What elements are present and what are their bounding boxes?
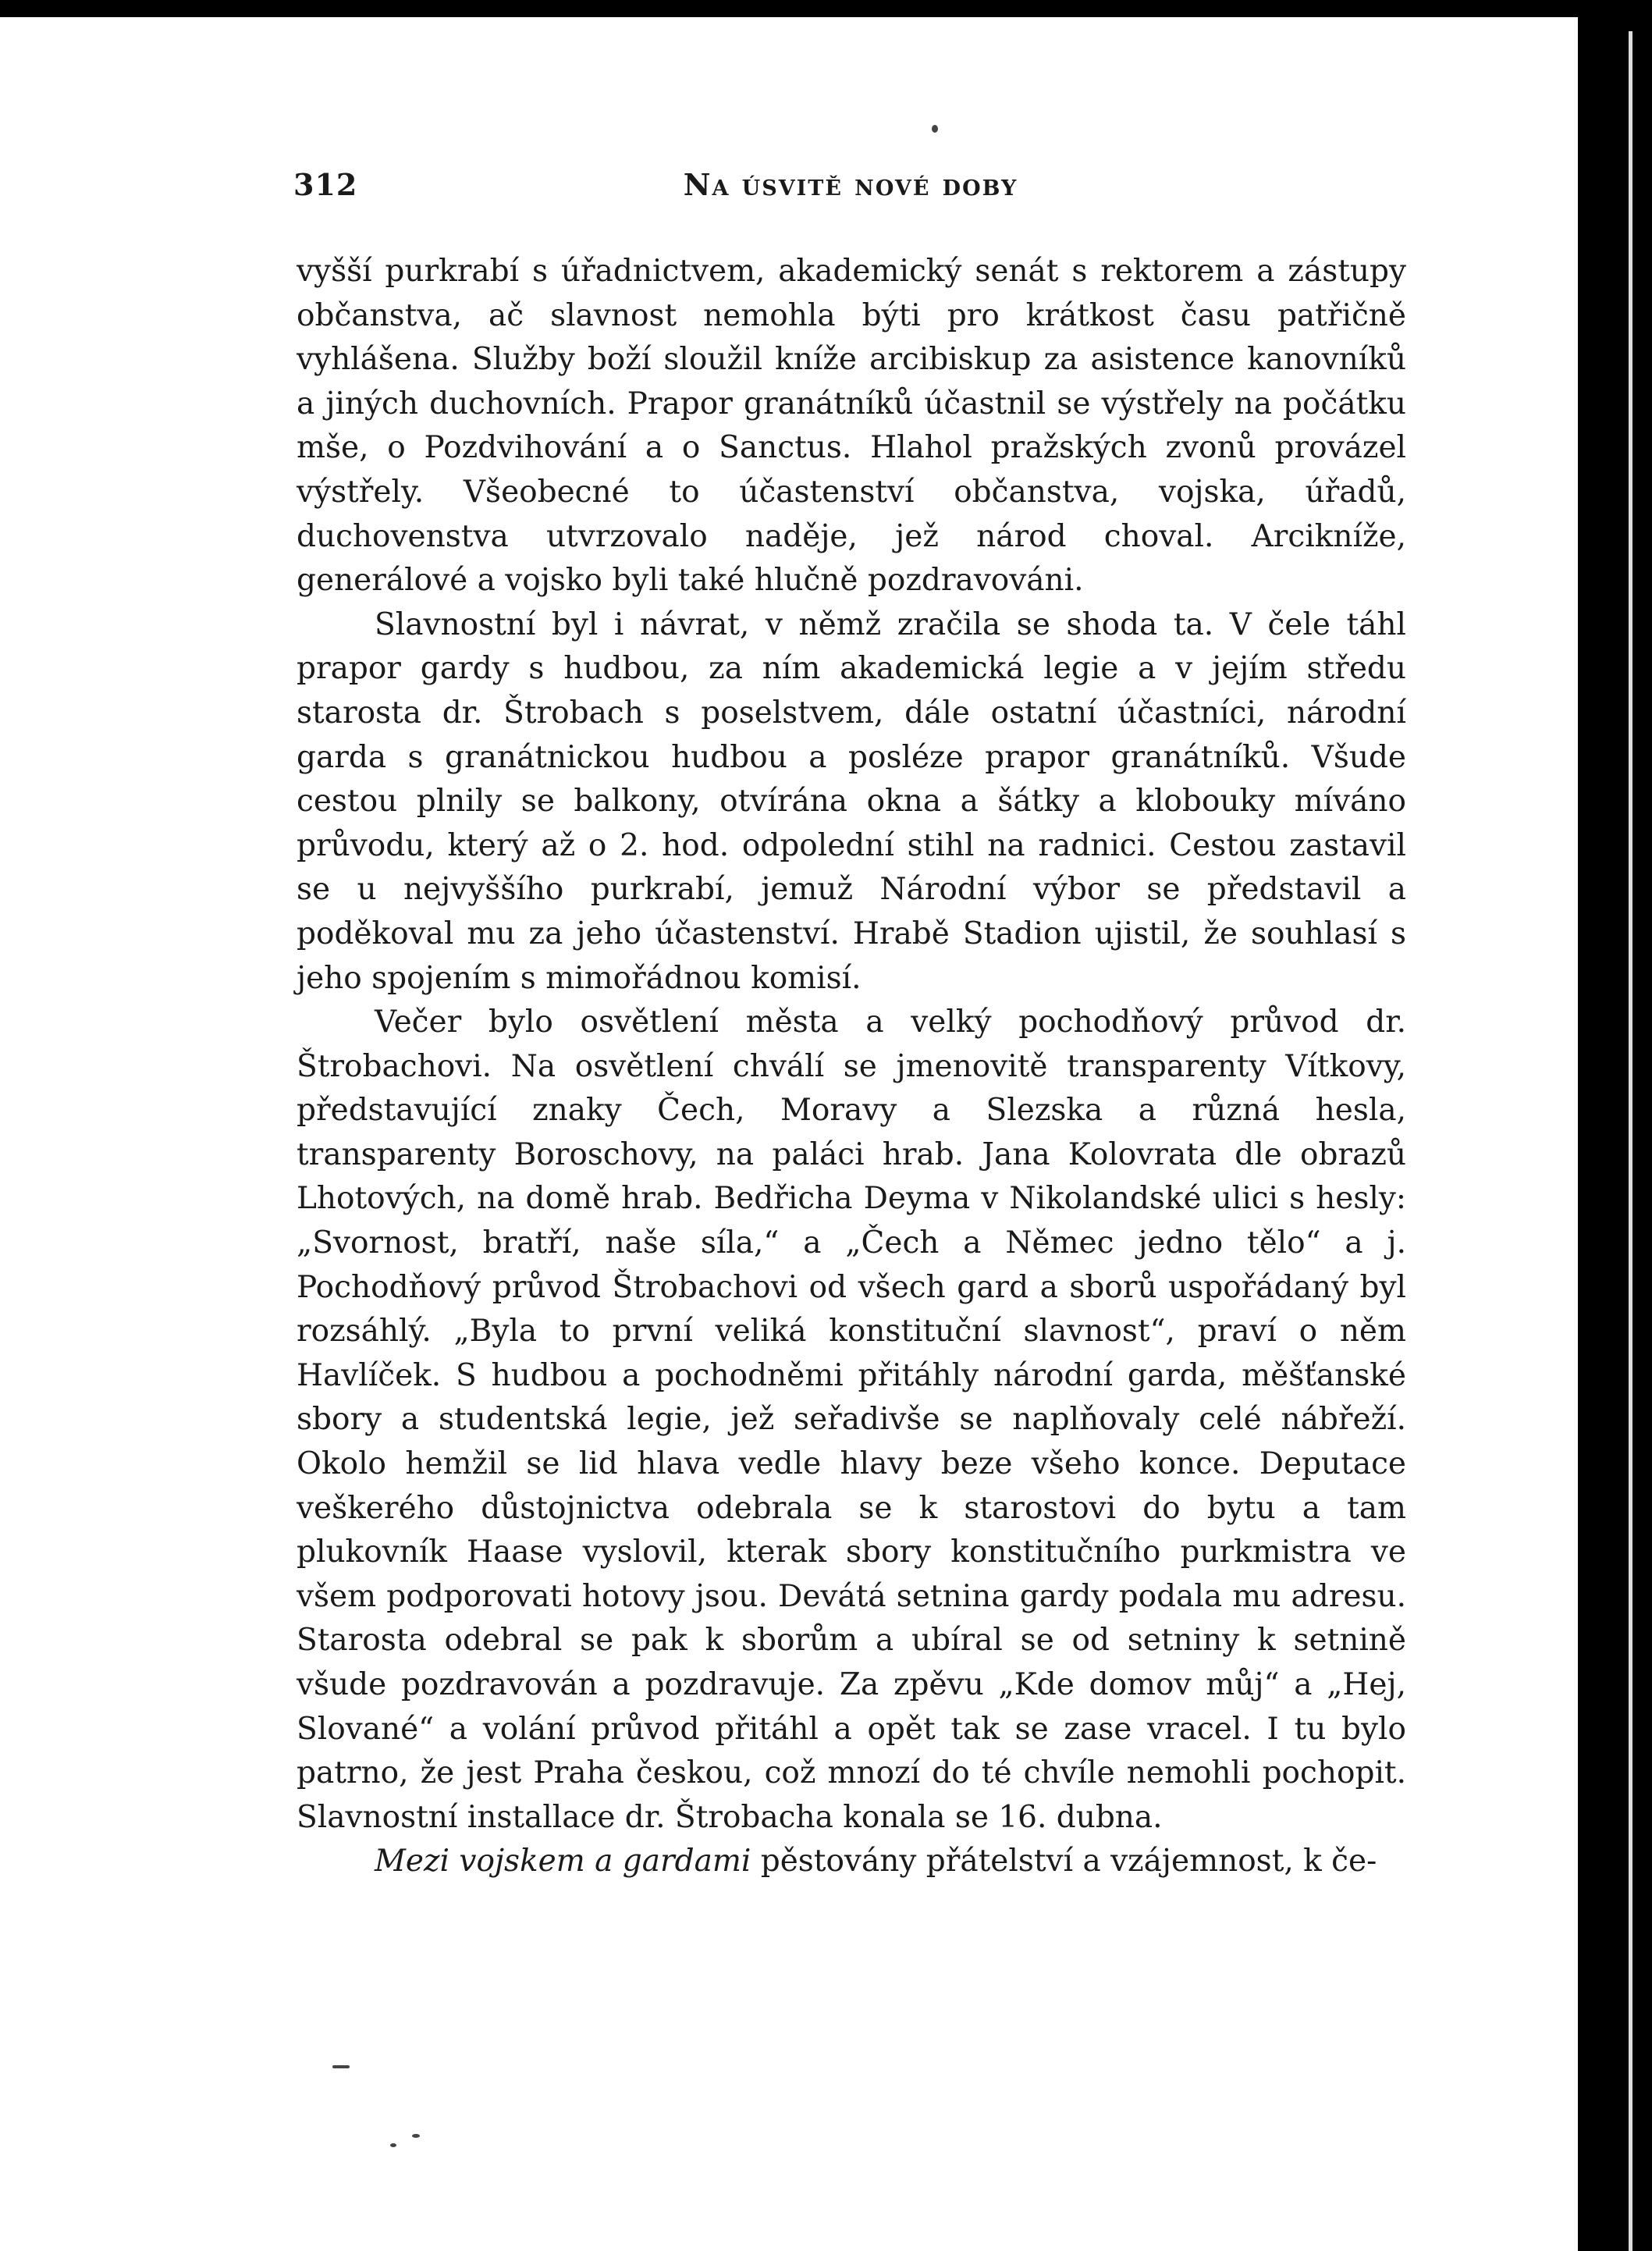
page-number: 312	[293, 167, 358, 202]
scan-speck	[932, 125, 938, 133]
scan-top-border	[0, 0, 1652, 17]
page-body	[297, 250, 1406, 1884]
paragraph-4	[297, 1840, 1406, 1884]
scan-speck	[332, 2065, 350, 2068]
scan-right-border	[1578, 0, 1652, 2251]
running-title: Na úsvitě nové doby	[683, 167, 1018, 202]
scan-speck	[412, 2134, 420, 2138]
paragraph-2: Slavnostní byl i návrat, v němž zračila se shoda ta. V čele táhl prapor gardy s hudbou, za ním akademická legie a v jejím středu starosta dr. Štrobach s poselstvem, dále ostatní účastníci, národní garda s granátnickou hudbou a posléze prapor granátníků. Všude cestou plnily se balkony, otvírána okna a šátky a klobouky míváno průvodu, který až o 2. hod. odpolední stihl na radnici. Cestou zastavil se u nejvyššího purkrabí, jemuž Národní výbor se představil a poděkoval mu za jeho účastenství. Hrabě Stadion ujistil, že souhlasí s jeho spojením s mimořádnou komisí.	[297, 606, 1406, 996]
paragraph-1: vyšší purkrabí s úřadnictvem, akademický senát s rektorem a zástupy občanstva, ač slavnost nemohla býti pro krátkost času patřičně vyhlášena. Služby boží sloužil kníže arcibiskup za asistence kanovníků a jiných duchovních. Prapor granátníků účastnil se výstřely na počátku mše, o Pozdvihování a o Sanctus. Hlahol pražských zvonů provázel výstřely. Všeobecné to účastenství občanstva, vojska, úřadů, duchovenstva utvrzovalo naděje, jež národ choval. Arcikníže, generálové a vojsko byli také hlučně pozdravováni.	[297, 254, 1406, 599]
paragraph-3: Večer bylo osvětlení města a velký pochodňový průvod dr. Štrobachovi. Na osvětlení chválí se jmenovitě transparenty Vítkovy, představující znaky Čech, Moravy a Slezska a různá hesla, transparenty Boroschovy, na paláci hrab. Jana Kolovrata dle obrazů Lhotových, na domě hrab. Bedřicha Deyma v Nikolandské ulici s hesly: „Svornost, bratří, naše síla,“ a „Čech a Němec jedno tělo“ a j. Pochodňový průvod Štrobachovi od všech gard a sborů uspořádaný byl rozsáhlý. „Byla to první veliká konstituční slavnost“, praví o něm Havlíček. S hudbou a pochodněmi přitáhly národní garda, měšťanské sbory a studentská legie, jež seřadivše se naplňovaly celé nábřeží. Okolo hemžil se lid hlava vedle hlavy beze všeho konce. Deputace veškerého důstojnictva odebrala se k starostovi do bytu a tam plukovník Haase vyslovil, kterak sbory konstitučního purkmistra ve všem podporovati hotovy jsou. Devátá setnina gardy podala mu adresu. Starosta odebral se pak k sborům a ubíral se od setniny k setnině všude pozdravován a pozdravuje. Za zpěvu „Kde domov můj“ a „Hej, Slované“ a volání průvod přitáhl a opět tak se zase vracel. I tu bylo patrno, že jest Praha českou, což mnozí do té chvíle nemohli pochopit. Slavnostní installace dr. Štrobacha konala se 16. dubna.	[297, 1005, 1406, 1835]
paragraph-4-text: pěstovány přátelství a vzájemnost, k če-	[751, 1844, 1377, 1879]
scan-speck	[390, 2143, 396, 2147]
italic-phrase: Mezi vojskem a gardami	[375, 1844, 751, 1879]
scan-edge-line	[1629, 31, 1632, 2251]
